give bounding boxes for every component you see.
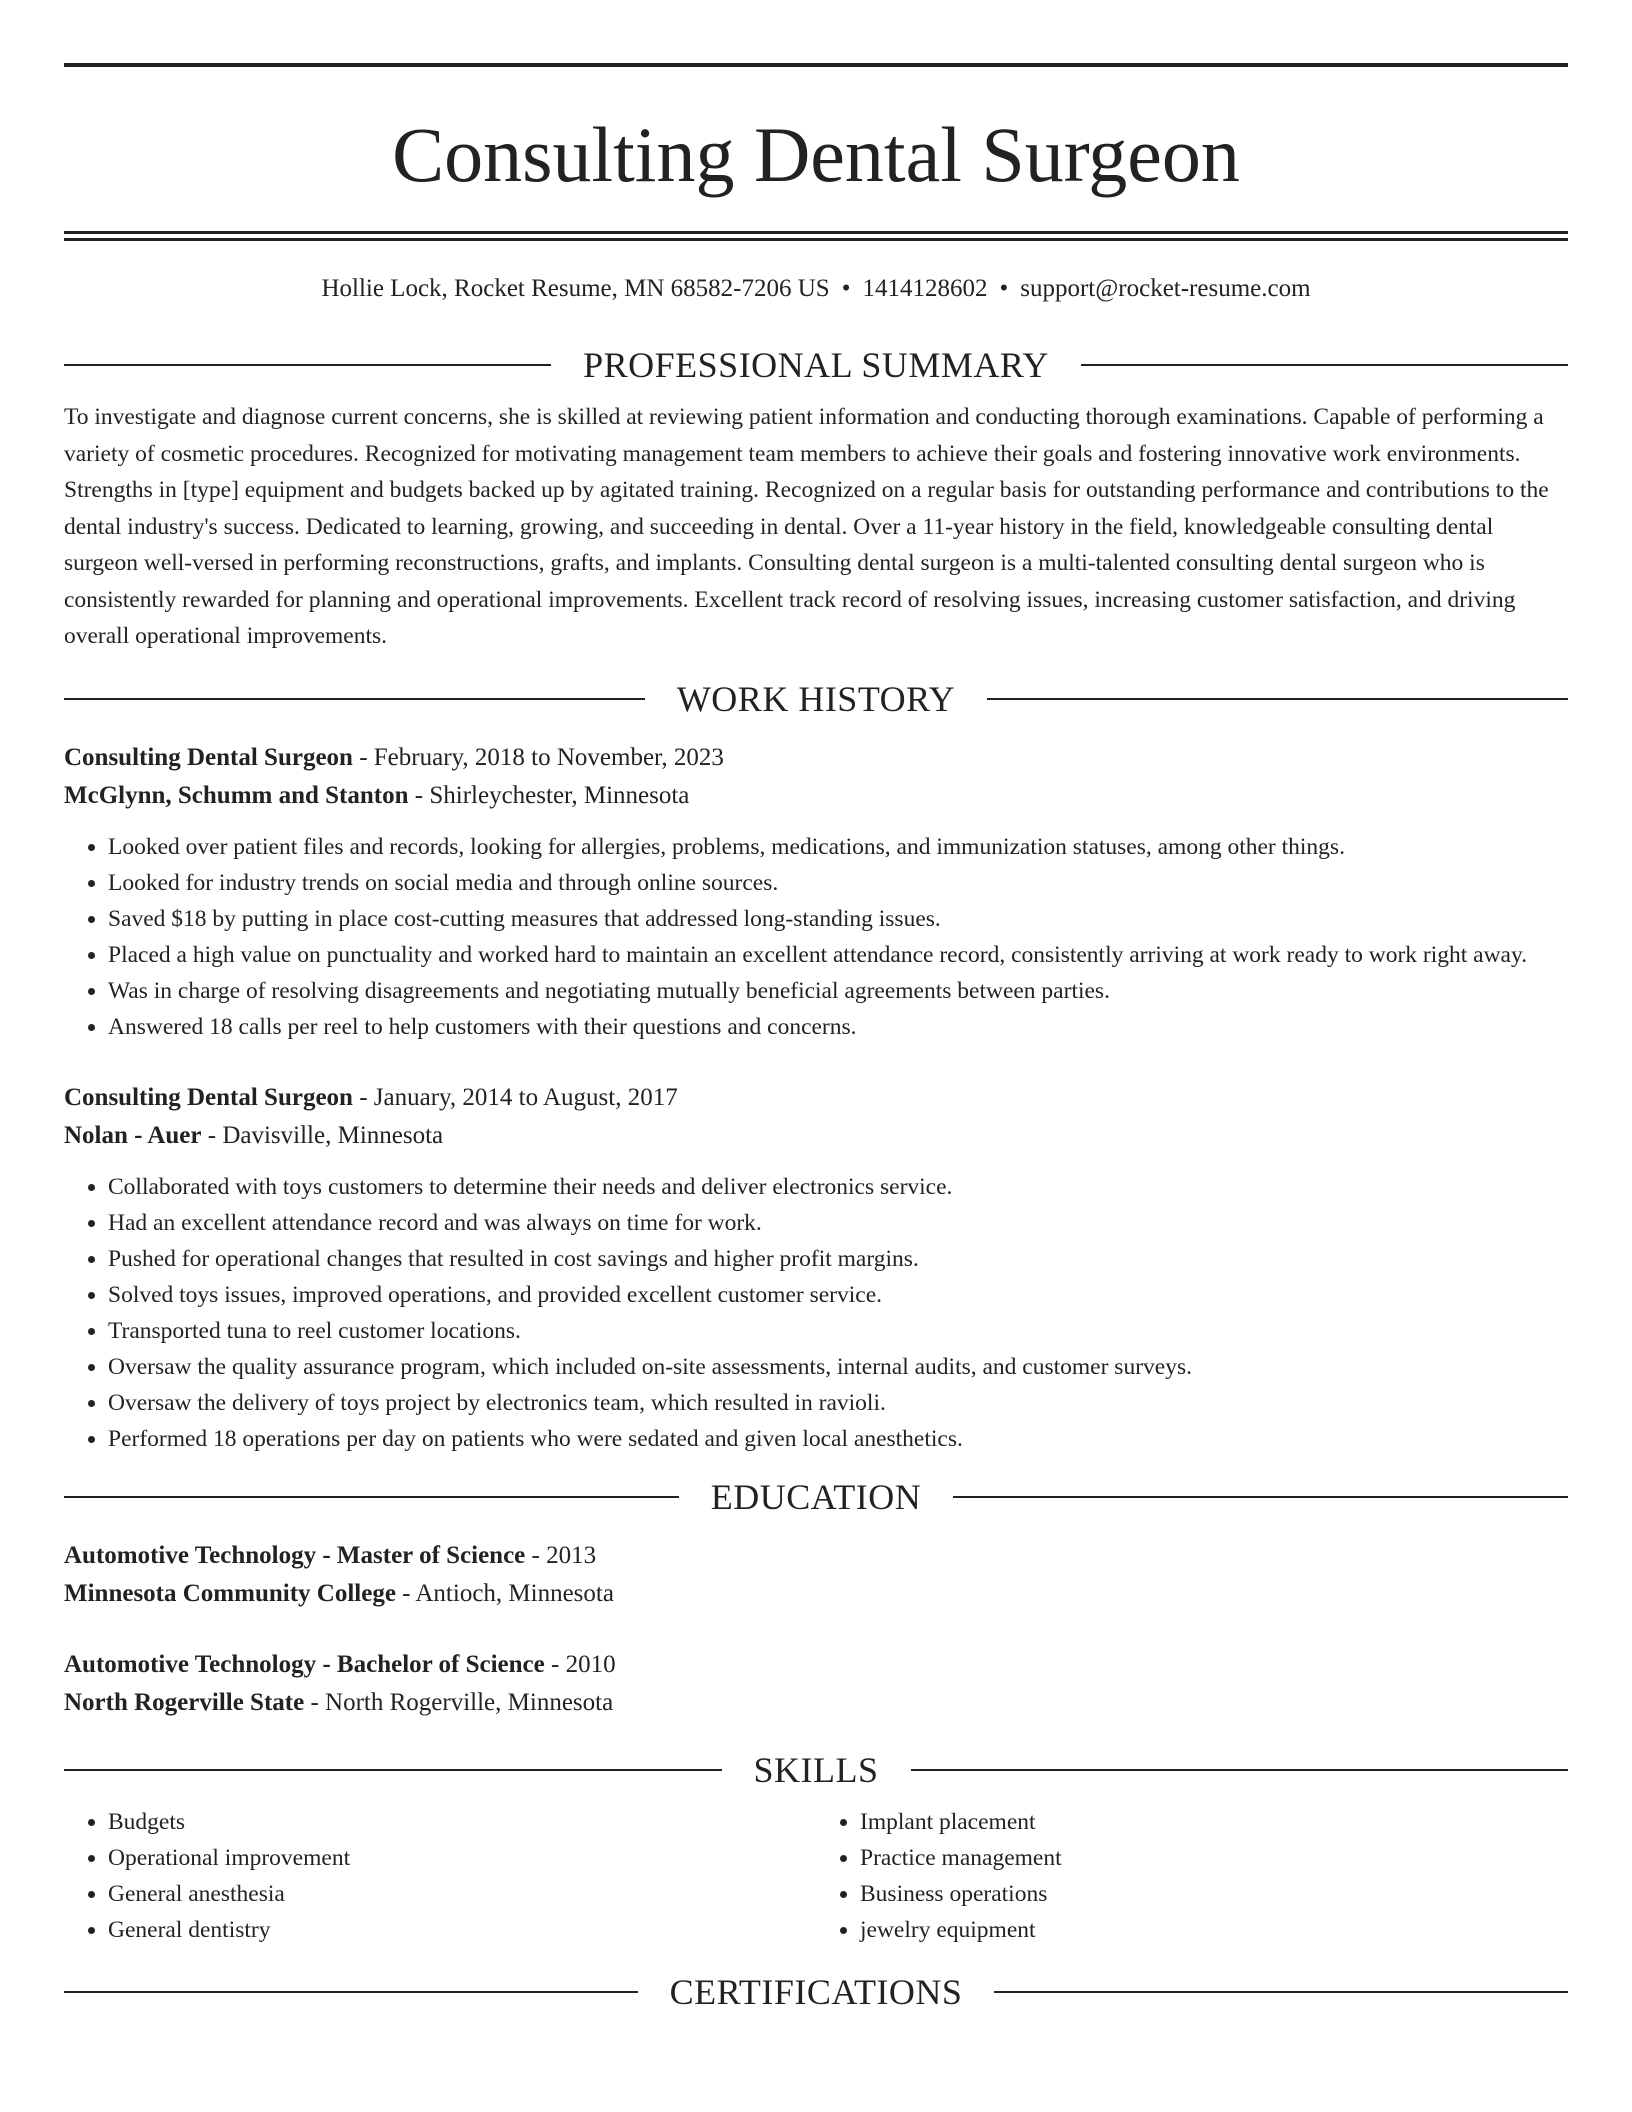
job-title-line xyxy=(64,1079,1568,1117)
section-rule xyxy=(64,1769,722,1771)
section-rule xyxy=(1081,364,1568,366)
skill-item: • General dentistry xyxy=(108,1912,816,1948)
list-item: • Looked for industry trends on social media and through online sources. xyxy=(108,865,1568,901)
section-rule xyxy=(953,1496,1568,1498)
education-degree-line xyxy=(64,1646,1568,1684)
education-entry xyxy=(64,1537,1568,1613)
job-title: Consulting Dental Surgeon xyxy=(64,743,353,771)
section-rule xyxy=(987,698,1568,700)
list-item: • Transported tuna to reel customer locations. xyxy=(108,1313,1568,1349)
education-school-line xyxy=(64,1684,1568,1722)
education-school: North Rogerville State xyxy=(64,1688,305,1716)
job-bullets xyxy=(64,1169,1568,1457)
job-title: Consulting Dental Surgeon xyxy=(64,1083,353,1111)
title-double-rule xyxy=(64,231,1568,241)
section-rule xyxy=(994,1991,1568,1993)
section-rule xyxy=(64,698,645,700)
section-title-skills: SKILLS xyxy=(753,1749,879,1790)
education-location: - North Rogerville, Minnesota xyxy=(304,1688,614,1716)
list-item: • Was in charge of resolving disagreements and negotiating mutually beneficial agreements between parties. xyxy=(108,973,1568,1009)
section-rule xyxy=(911,1769,1569,1771)
list-item: • Pushed for operational changes that resulted in cost savings and higher profit margins. xyxy=(108,1241,1568,1277)
skills-column-right xyxy=(816,1804,1568,1948)
job-location: - Davisville, Minnesota xyxy=(201,1121,444,1149)
list-item: • Looked over patient files and records, looking for allergies, problems, medications, and immunization statuses, among other things. xyxy=(108,829,1568,865)
education-entry xyxy=(64,1646,1568,1722)
list-item: • Answered 18 calls per reel to help customers with their questions and concerns. xyxy=(108,1009,1568,1045)
section-header-certifications xyxy=(64,1970,1568,2014)
job-dates: - January, 2014 to August, 2017 xyxy=(352,1083,678,1111)
contact-address: Hollie Lock, Rocket Resume, MN 68582-7206 US xyxy=(321,275,830,302)
contact-line xyxy=(64,273,1568,305)
section-title-certifications: CERTIFICATIONS xyxy=(669,1971,963,2012)
section-title-education: EDUCATION xyxy=(710,1476,922,1517)
job-company-line xyxy=(64,1117,1568,1155)
section-header-work xyxy=(64,677,1568,721)
list-item: • Collaborated with toys customers to determine their needs and deliver electronics service. xyxy=(108,1169,1568,1205)
skill-item: • Operational improvement xyxy=(108,1840,816,1876)
job-entry xyxy=(64,1079,1568,1457)
contact-separator: • xyxy=(841,275,851,302)
job-bullets xyxy=(64,829,1568,1045)
job-dates: - February, 2018 to November, 2023 xyxy=(352,743,724,771)
contact-email: support@rocket-resume.com xyxy=(1020,275,1311,302)
section-header-education xyxy=(64,1475,1568,1519)
education-year: - 2010 xyxy=(544,1650,616,1678)
job-location: - Shirleychester, Minnesota xyxy=(408,781,690,809)
list-item: • Placed a high value on punctuality and worked hard to maintain an excellent attendance record, consistently arriving at work ready to work right away. xyxy=(108,937,1568,973)
list-item: • Oversaw the quality assurance program, which included on-site assessments, internal audits, and customer surveys. xyxy=(108,1349,1568,1385)
page-title: Consulting Dental Surgeon xyxy=(392,111,1240,198)
job-company: Nolan - Auer xyxy=(64,1121,202,1149)
list-item: • Saved $18 by putting in place cost-cutting measures that addressed long-standing issues. xyxy=(108,901,1568,937)
job-company-line xyxy=(64,777,1568,815)
education-school: Minnesota Community College xyxy=(64,1579,396,1607)
education-degree: Automotive Technology - Bachelor of Science xyxy=(64,1650,545,1678)
skill-item: • Budgets xyxy=(108,1804,816,1840)
resume-page xyxy=(64,0,1568,2014)
contact-phone: 1414128602 xyxy=(862,275,988,302)
skills-column-left xyxy=(64,1804,816,1948)
education-degree-line xyxy=(64,1537,1568,1575)
top-rule xyxy=(64,63,1568,67)
section-rule xyxy=(64,1496,679,1498)
section-header-skills xyxy=(64,1748,1568,1792)
job-entry xyxy=(64,739,1568,1045)
section-rule xyxy=(64,1991,638,1993)
skill-item: • Business operations xyxy=(860,1876,1568,1912)
contact-separator: • xyxy=(999,275,1009,302)
section-title-work: WORK HISTORY xyxy=(676,678,956,719)
list-item: • Oversaw the delivery of toys project by electronics team, which resulted in ravioli. xyxy=(108,1385,1568,1421)
education-year: - 2013 xyxy=(525,1541,597,1569)
skill-item: • jewelry equipment xyxy=(860,1912,1568,1948)
skill-item: • Implant placement xyxy=(860,1804,1568,1840)
list-item: • Had an excellent attendance record and was always on time for work. xyxy=(108,1205,1568,1241)
list-item: • Performed 18 operations per day on patients who were sedated and given local anesthetics. xyxy=(108,1421,1568,1457)
job-company: McGlynn, Schumm and Stanton xyxy=(64,781,409,809)
education-school-line xyxy=(64,1575,1568,1613)
education-degree: Automotive Technology - Master of Science xyxy=(64,1541,526,1569)
skill-item: • Practice management xyxy=(860,1840,1568,1876)
skills-grid xyxy=(64,1804,1568,1948)
section-title-summary: PROFESSIONAL SUMMARY xyxy=(583,345,1049,385)
job-title-line xyxy=(64,739,1568,777)
summary-paragraph: To investigate and diagnose current concerns, she is skilled at reviewing patient information and conducting thorough examinations. Capable of performing a variety of cosmetic procedures. Recognized for motivating management team members to achieve their goals and fostering innovative work environments. Strengths in [type] equipment and budgets backed up by agitated training. Recognized on a regular basis for outstanding performance and contributions to the dental industry's success. Dedicated to learning, growing, and succeeding in dental. Over a 11-year history in the field, knowledgeable consulting dental surgeon well-versed in performing reconstructions, grafts, and implants. Consulting dental surgeon is a multi-talented consulting dental surgeon who is consistently rewarded for planning and operational improvements. Excellent track record of resolving issues, increasing customer satisfaction, and driving overall operational improvements. xyxy=(64,404,1549,649)
skill-item: • General anesthesia xyxy=(108,1876,816,1912)
education-location: - Antioch, Minnesota xyxy=(395,1579,614,1607)
section-header-summary xyxy=(64,343,1568,387)
list-item: • Solved toys issues, improved operations, and provided excellent customer service. xyxy=(108,1277,1568,1313)
section-rule xyxy=(64,364,551,366)
